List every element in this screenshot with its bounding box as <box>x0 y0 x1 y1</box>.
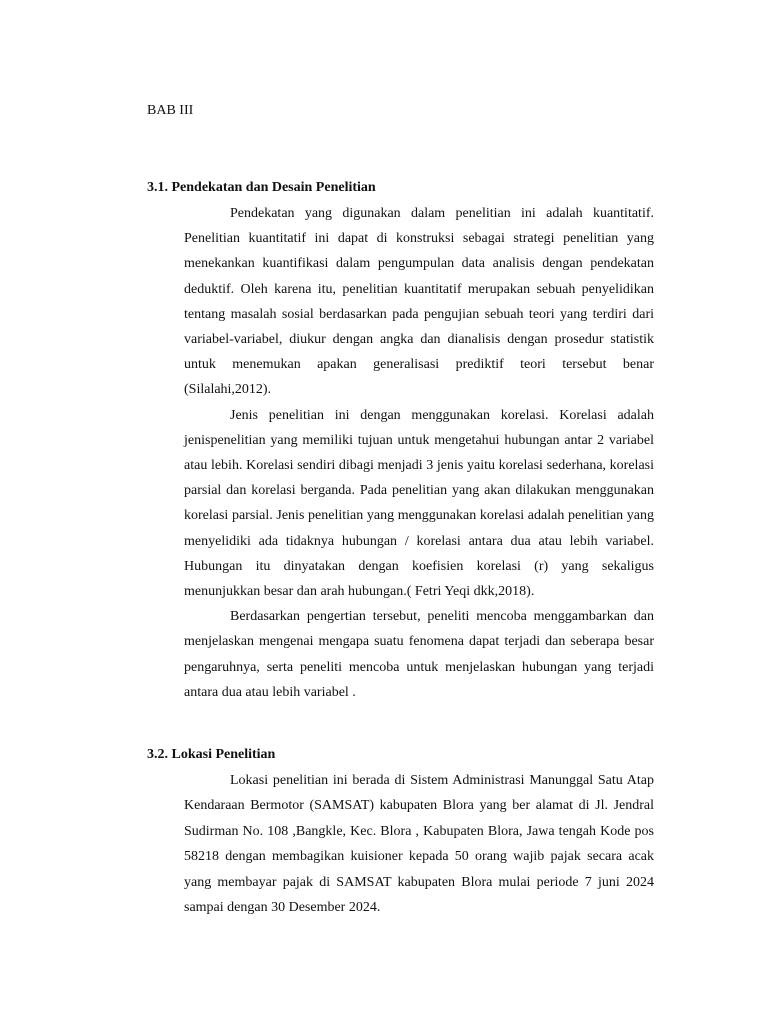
section-body-lokasi <box>184 768 654 920</box>
paragraph: Berdasarkan pengertian tersebut, peneliti mencoba menggambarkan dan menjelaskan mengenai mengapa suatu fenomena dapat terjadi dan seberapa besar pengaruhnya, serta peneliti mencoba untuk menjelaskan hubungan yang terjadi antara dua atau lebih variabel . <box>184 609 654 700</box>
paragraph: Jenis penelitian ini dengan menggunakan korelasi. Korelasi adalah jenispenelitian yang memiliki tujuan untuk mengetahui hubungan antar 2 variabel atau lebih. Korelasi sendiri dibagi menjadi 3 jenis yaitu korelasi sederhana, korelasi parsial dan korelasi berganda. Pada penelitian yang akan dilakukan menggunakan korelasi parsial. Jenis penelitian yang menggunakan korelasi adalah penelitian yang menyelidiki ada tidaknya hubungan / korelasi antara dua atau lebih variabel. Hubungan itu dinyatakan dengan koefisien korelasi (r) yang sekaligus menunjukkan besar dan arah hubungan.( Fetri Yeqi dkk,2018). <box>184 407 654 600</box>
section-heading-lokasi: 3.2. Lokasi Penelitian <box>147 747 276 762</box>
chapter-title: BAB III <box>147 103 194 118</box>
paragraph: Pendekatan yang digunakan dalam penelitian ini adalah kuantitatif. Penelitian kuantitatif ini dapat di konstruksi sebagai strategi penelitian yang menekankan kuantifikasi dalam pengumpulan data analisis dengan pendekatan deduktif. Oleh karena itu, penelitian kuantitatif merupakan sebuah penyelidikan tentang masalah sosial berdasarkan pada pengujian sebuah teori yang terdiri dari variabel-variabel, diukur dengan angka dan dianalisis dengan prosedur statistik untuk menemukan apakan generalisasi prediktif teori tersebut benar (Silalahi,2012). <box>184 206 654 398</box>
paragraph: Lokasi penelitian ini berada di Sistem Administrasi Manunggal Satu Atap Kendaraan Bermotor (SAMSAT) kabupaten Blora yang ber alamat di Jl. Jendral Sudirman No. 108 ,Bangkle, Kec. Blora , Kabupaten Blora, Jawa tengah Kode pos 58218 dengan membagikan kuisioner kepada 50 orang wajib pajak secara acak yang membayar pajak di SAMSAT kabupaten Blora mulai periode 7 juni 2024 sampai dengan 30 Desember 2024. <box>184 773 654 916</box>
section-heading-pendekatan: 3.1. Pendekatan dan Desain Penelitian <box>147 180 376 195</box>
section-body-pendekatan <box>184 201 654 705</box>
